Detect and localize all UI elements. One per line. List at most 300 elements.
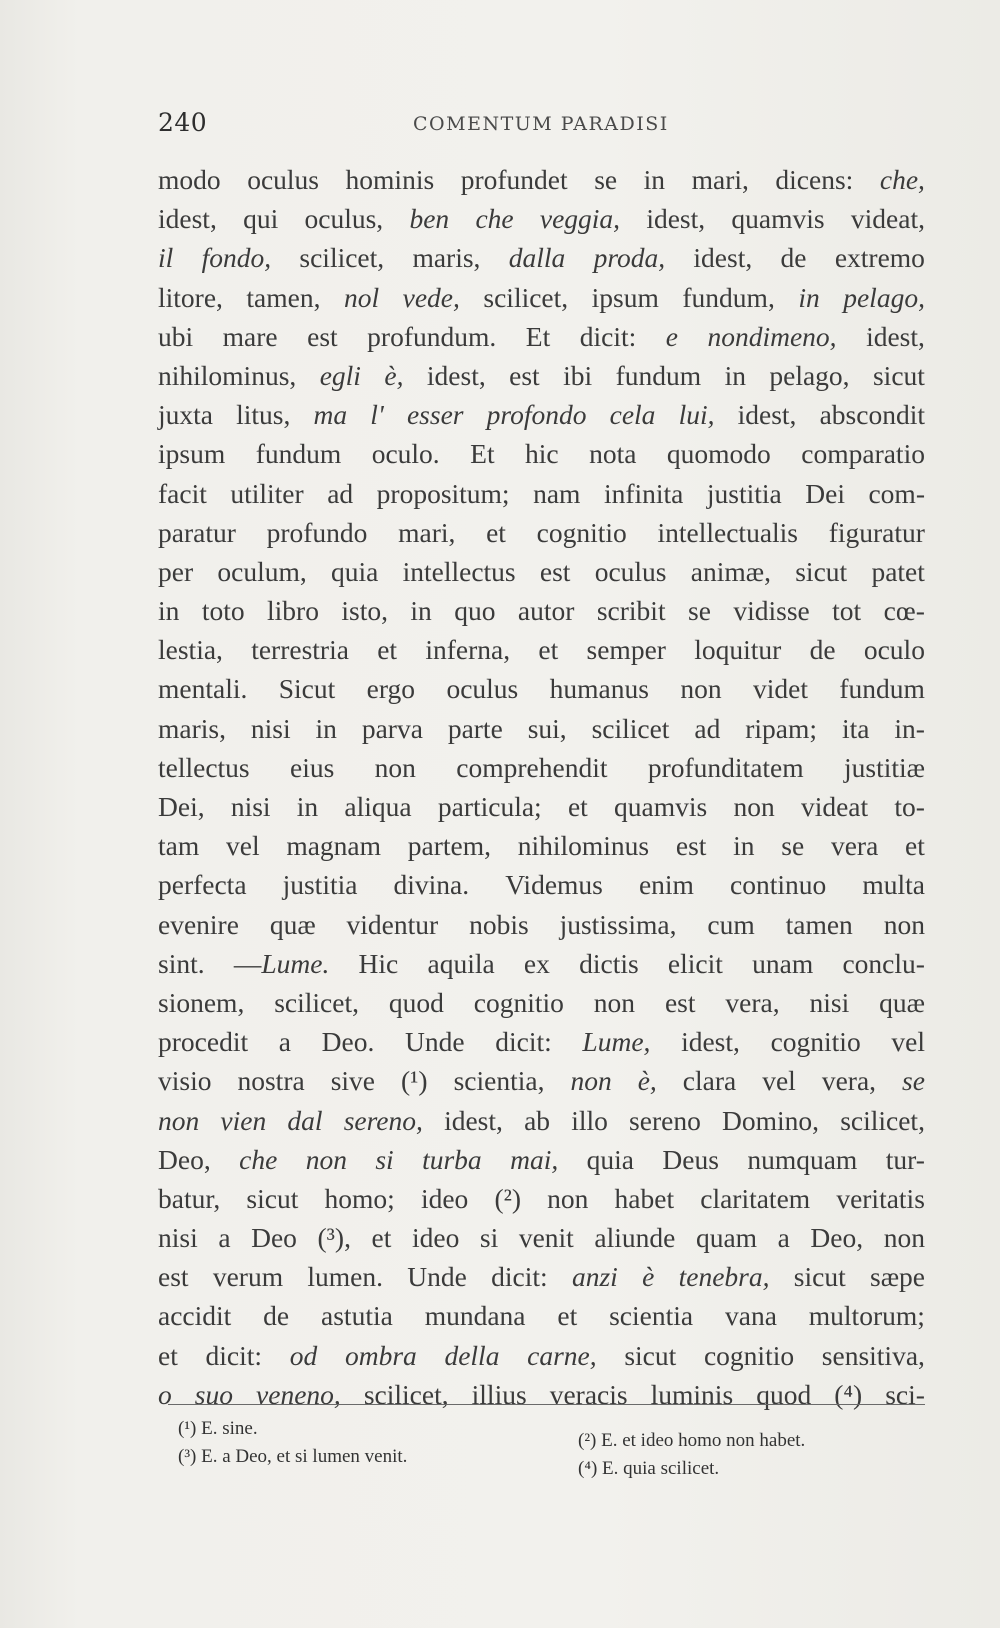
word: semper (586, 634, 666, 666)
word: lumen. (307, 1261, 384, 1293)
word: ombra (344, 1339, 417, 1371)
word: fundum (615, 359, 702, 391)
word: ubi (158, 320, 194, 352)
word: si (479, 1222, 499, 1254)
word: quæ (879, 986, 925, 1018)
word: ab (524, 1104, 551, 1136)
word: tur- (885, 1143, 925, 1175)
word: Unde (405, 1026, 465, 1058)
word: et (538, 634, 559, 666)
word: quæ (269, 908, 316, 940)
word: sereno, (343, 1104, 423, 1136)
word: et (377, 634, 398, 666)
word: od (289, 1339, 318, 1371)
word: se (902, 1065, 925, 1097)
word: non (883, 908, 925, 940)
word: tot (832, 595, 862, 627)
word: (⁴) (834, 1378, 863, 1410)
word: (¹) (401, 1065, 428, 1097)
word: com- (868, 477, 925, 509)
word: et (158, 1339, 178, 1371)
word: idest, (681, 1026, 740, 1058)
word: si (375, 1143, 394, 1175)
word: justitia (282, 869, 358, 901)
word: de (809, 634, 836, 666)
word: luminis (650, 1378, 734, 1410)
text-line (158, 944, 925, 983)
word: tamen (785, 908, 853, 940)
word: est (664, 986, 696, 1018)
word: claritatem (700, 1182, 811, 1214)
word: ma (313, 399, 348, 431)
word: lui, (678, 399, 715, 431)
word: idest, (426, 359, 486, 391)
word: ideo (420, 1182, 469, 1214)
word: videat (800, 791, 869, 822)
word: pelago, (769, 359, 850, 391)
word: anzi (571, 1261, 618, 1293)
word: maris, (412, 242, 481, 274)
word: hic (525, 438, 559, 470)
word: sint. (158, 947, 205, 979)
word: est (158, 1261, 189, 1293)
word: nisi (158, 1222, 198, 1254)
word: magnam (286, 830, 382, 862)
word: cum (707, 908, 755, 940)
word: veneno, (256, 1378, 341, 1410)
word: è, (637, 1065, 657, 1097)
word: Et (525, 320, 551, 352)
word: a (278, 1026, 291, 1058)
word: quamvis (614, 791, 708, 822)
word: Deus (662, 1143, 719, 1175)
word: sicut (246, 1182, 299, 1214)
footnote-1: (¹) E. sine. (178, 1418, 258, 1439)
text-line (158, 474, 925, 513)
text-line (158, 278, 925, 317)
word: non (305, 1143, 347, 1175)
word: nostra (237, 1065, 305, 1097)
word: Deo, (810, 1222, 864, 1254)
text-line (158, 865, 925, 904)
word: mare (222, 320, 278, 352)
word: vel (891, 1026, 925, 1058)
word: fundum (839, 673, 925, 705)
word: homo; (324, 1182, 395, 1214)
text-line (158, 160, 925, 199)
word: sci- (885, 1378, 925, 1410)
word: in (315, 712, 337, 744)
word: veracis (549, 1378, 628, 1410)
word: cela (609, 399, 656, 431)
word: in (296, 791, 319, 822)
word: scilicet, (363, 1378, 449, 1410)
word: figuratur (828, 516, 925, 548)
word: autor (517, 595, 575, 627)
text-line (158, 630, 925, 669)
word: scilicet, (274, 986, 359, 1018)
text-line (158, 1022, 925, 1061)
word: vede, (402, 281, 460, 313)
word: multorum; (808, 1300, 925, 1332)
word: nisi (809, 986, 850, 1018)
word: dicens: (775, 164, 854, 195)
word: videntur (346, 908, 439, 940)
word: veggia, (539, 203, 621, 235)
word: veritatis (836, 1182, 925, 1214)
word: profondo (486, 399, 587, 431)
word: ibi (563, 359, 593, 391)
text-line (158, 826, 925, 865)
word: vidisse (733, 595, 810, 627)
word: non (733, 791, 775, 822)
word: scientia (609, 1300, 694, 1332)
word: che (239, 1143, 278, 1175)
word: de (780, 242, 807, 274)
word: non (374, 751, 416, 783)
word: oculus, (304, 203, 384, 235)
word: illius (471, 1378, 527, 1410)
text-line (158, 434, 925, 473)
word: sicut (624, 1339, 677, 1371)
word: Et (470, 438, 495, 470)
text-line (158, 748, 925, 787)
word: non (680, 673, 722, 705)
word: tamen, (246, 281, 321, 313)
word: vera (830, 830, 879, 862)
text-line (158, 1336, 925, 1375)
word: nam (533, 477, 581, 509)
word: e (665, 320, 678, 352)
word: justissima, (559, 908, 677, 940)
word: aquila (427, 947, 495, 979)
word: facit (158, 477, 207, 509)
word: aliunde (594, 1222, 676, 1254)
text-line (158, 1140, 925, 1179)
text-line (158, 1101, 925, 1140)
word: se (688, 595, 711, 627)
word: ad (694, 712, 721, 744)
word: eius (290, 751, 335, 783)
word: toto (201, 595, 245, 627)
word: comprehendit (456, 751, 608, 783)
word: dicit: (205, 1339, 263, 1371)
word: non (158, 1104, 200, 1136)
word: tam (158, 830, 200, 862)
word: a (777, 1222, 790, 1254)
word: cognitio (770, 1026, 861, 1058)
word: sionem, (158, 986, 245, 1018)
word: illo (571, 1104, 608, 1136)
word: conclu- (842, 947, 925, 979)
word: venit (518, 1222, 574, 1254)
word: mari, (398, 516, 456, 548)
word: profundo (266, 516, 368, 548)
word: et (557, 1300, 578, 1332)
word: dicit: (495, 1026, 552, 1058)
word: scilicet, (840, 1104, 925, 1136)
word: scientia, (453, 1065, 545, 1097)
word: dal (287, 1104, 323, 1136)
word: Deo. (321, 1026, 375, 1058)
word: non (570, 1065, 612, 1097)
word: sicut (872, 359, 925, 391)
word: suo (194, 1378, 233, 1410)
word: in (158, 595, 180, 627)
word: a (218, 1222, 231, 1254)
word: esser (406, 399, 464, 431)
word: non (547, 1182, 589, 1214)
word: litore, (158, 281, 223, 313)
word: Dei, (158, 791, 205, 822)
word: sive (330, 1065, 376, 1097)
word: vera, (725, 986, 780, 1018)
word: enim (638, 869, 694, 901)
word: ipsum (158, 438, 226, 470)
word: vel (225, 830, 260, 862)
word: Lume, (582, 1026, 651, 1058)
word: in (733, 830, 755, 862)
word: mundana (424, 1300, 526, 1332)
word: nota (589, 438, 637, 470)
word: divina. (393, 869, 470, 901)
word: in (643, 164, 666, 195)
text-line (158, 1179, 925, 1218)
word: batur, (158, 1182, 221, 1214)
word: nihilominus, (158, 359, 297, 391)
text-line (158, 905, 925, 944)
text-line (158, 513, 925, 552)
word: della (444, 1339, 500, 1371)
word: Hic (358, 947, 399, 979)
page-header (158, 108, 923, 148)
word: est (675, 830, 707, 862)
word: sæpe (870, 1261, 925, 1293)
word: accidit (158, 1300, 232, 1332)
word: oculus (247, 164, 319, 195)
page-number: 240 (158, 108, 208, 137)
text-line (158, 395, 925, 434)
word: che, (879, 164, 925, 195)
word: per (158, 555, 194, 587)
word: maris, (158, 712, 226, 744)
word: quomodo (666, 438, 771, 470)
word: est (539, 555, 571, 587)
word: est (509, 359, 540, 391)
word: sensitiva, (821, 1339, 925, 1371)
word: Dei (805, 477, 845, 509)
word: patet (871, 555, 925, 587)
text-line (158, 1257, 925, 1296)
text-line (158, 1218, 925, 1257)
word: (²) (494, 1182, 521, 1214)
word: sicut (793, 1261, 846, 1293)
word: astutia (321, 1300, 393, 1332)
word: et (486, 516, 506, 548)
word: partem, (407, 830, 491, 862)
word: ex (523, 947, 550, 979)
word: evenire (158, 908, 239, 940)
word: intellectus (402, 555, 516, 587)
word: modo (158, 164, 221, 195)
footnote-4: (⁴) E. quia scilicet. (578, 1458, 720, 1479)
word: tellectus (158, 751, 250, 783)
word: turba (422, 1143, 482, 1175)
word: dalla (508, 242, 566, 274)
word: in (410, 595, 432, 627)
word: to- (894, 791, 925, 822)
text-line (158, 238, 925, 277)
word: Unde (407, 1261, 467, 1293)
word: et (905, 830, 925, 862)
word: clara (682, 1065, 737, 1097)
footnotes (178, 1418, 918, 1508)
word: o (158, 1378, 172, 1410)
text-line (158, 199, 925, 238)
word: oculum, (217, 555, 307, 587)
word: comparatio (801, 438, 925, 470)
footnote-rule (168, 1404, 925, 1405)
word: quod (756, 1378, 812, 1410)
text-line (158, 983, 925, 1022)
word: quam (695, 1222, 758, 1254)
word: vana (724, 1300, 777, 1332)
word: videat, (850, 203, 925, 235)
word: idest, (646, 203, 706, 235)
word: idest, (737, 399, 797, 431)
word: sicut (795, 555, 848, 587)
footnote-2: (²) E. et ideo homo non habet. (578, 1430, 806, 1451)
word: et (567, 791, 588, 822)
word: propositum; (376, 477, 510, 509)
word: in- (894, 712, 925, 744)
word: inferna, (425, 634, 511, 666)
word: è, (384, 359, 404, 391)
word: litus, (236, 399, 291, 431)
word: se (594, 164, 618, 195)
word: oculo. (371, 438, 440, 470)
word: ita (841, 712, 870, 744)
word: idest, (158, 203, 217, 235)
word: scilicet, (299, 242, 385, 274)
word: quod (388, 986, 444, 1018)
word: libro (267, 595, 319, 627)
word: justitiæ (844, 751, 925, 783)
word: cognitio (703, 1339, 795, 1371)
word: vien (220, 1104, 267, 1136)
word: quia (586, 1143, 634, 1175)
text-line (158, 356, 925, 395)
text-line (158, 669, 925, 708)
word: il (158, 242, 174, 274)
word: perfecta (158, 869, 247, 901)
word: l' (370, 399, 384, 431)
text-line (158, 709, 925, 748)
word: cognitio (473, 986, 564, 1018)
word: nol (344, 281, 380, 313)
word: quo (454, 595, 496, 627)
word: et (371, 1222, 392, 1254)
word: Domino, (722, 1104, 820, 1136)
word: habet (614, 1182, 675, 1214)
word: se (781, 830, 805, 862)
word: dictis (579, 947, 639, 979)
word: proda, (593, 242, 666, 274)
word: Deo (251, 1222, 297, 1254)
word: humanus (549, 673, 649, 705)
word: dicit: (491, 1261, 548, 1293)
word: scribit (596, 595, 666, 627)
word: quia (331, 555, 379, 587)
word: cognitio (536, 516, 627, 548)
word: egli (319, 359, 361, 391)
word: ben (409, 203, 450, 235)
word: nondimeno, (707, 320, 837, 352)
word: terrestria (251, 634, 349, 666)
word: dicit: (579, 320, 637, 352)
word: multa (862, 869, 925, 901)
word: nihilominus (517, 830, 650, 862)
word: visio (158, 1065, 212, 1097)
word: Sicut (278, 673, 336, 705)
word: qui (243, 203, 279, 235)
word: pelago, (843, 281, 925, 313)
word: loquitur (694, 634, 782, 666)
word: in (798, 281, 820, 313)
word: Deo, (158, 1143, 211, 1175)
word: vel (762, 1065, 796, 1097)
word: mentali. (158, 673, 248, 705)
word: oculus (594, 555, 667, 587)
word: ipsum (591, 281, 659, 313)
word: mai, (510, 1143, 559, 1175)
word: è (642, 1261, 655, 1293)
word: particula; (437, 791, 542, 822)
running-head: COMENTUM PARADISI (413, 113, 669, 135)
word: fondo, (201, 242, 272, 274)
word: idest, (866, 320, 925, 352)
word: vera, (821, 1065, 877, 1097)
word: sereno (629, 1104, 701, 1136)
body-text (158, 160, 925, 1414)
word: numquam (747, 1143, 858, 1175)
text-line (158, 1061, 925, 1100)
word: ripam; (745, 712, 818, 744)
word: videt (752, 673, 808, 705)
word: verum (212, 1261, 284, 1293)
word: nobis (469, 908, 529, 940)
word: parva (361, 712, 423, 744)
word: fundum (255, 438, 342, 470)
word: profundum. (367, 320, 497, 352)
word: mari, (691, 164, 749, 195)
word: elicit (667, 947, 723, 979)
word: scilicet (591, 712, 670, 744)
word: infinita (603, 477, 684, 509)
word: profundet (460, 164, 568, 195)
word: extremo (834, 242, 925, 274)
footnote-3: (³) E. a Deo, et si lumen venit. (178, 1446, 408, 1467)
word: sui, (527, 712, 567, 744)
word: intellectualis (657, 516, 799, 548)
word: ad (327, 477, 354, 509)
word: che (475, 203, 514, 235)
word: scilicet, (483, 281, 569, 313)
word: oculo (863, 634, 925, 666)
text-line (158, 317, 925, 356)
word: procedit (158, 1026, 249, 1058)
word: (³), (317, 1222, 351, 1254)
